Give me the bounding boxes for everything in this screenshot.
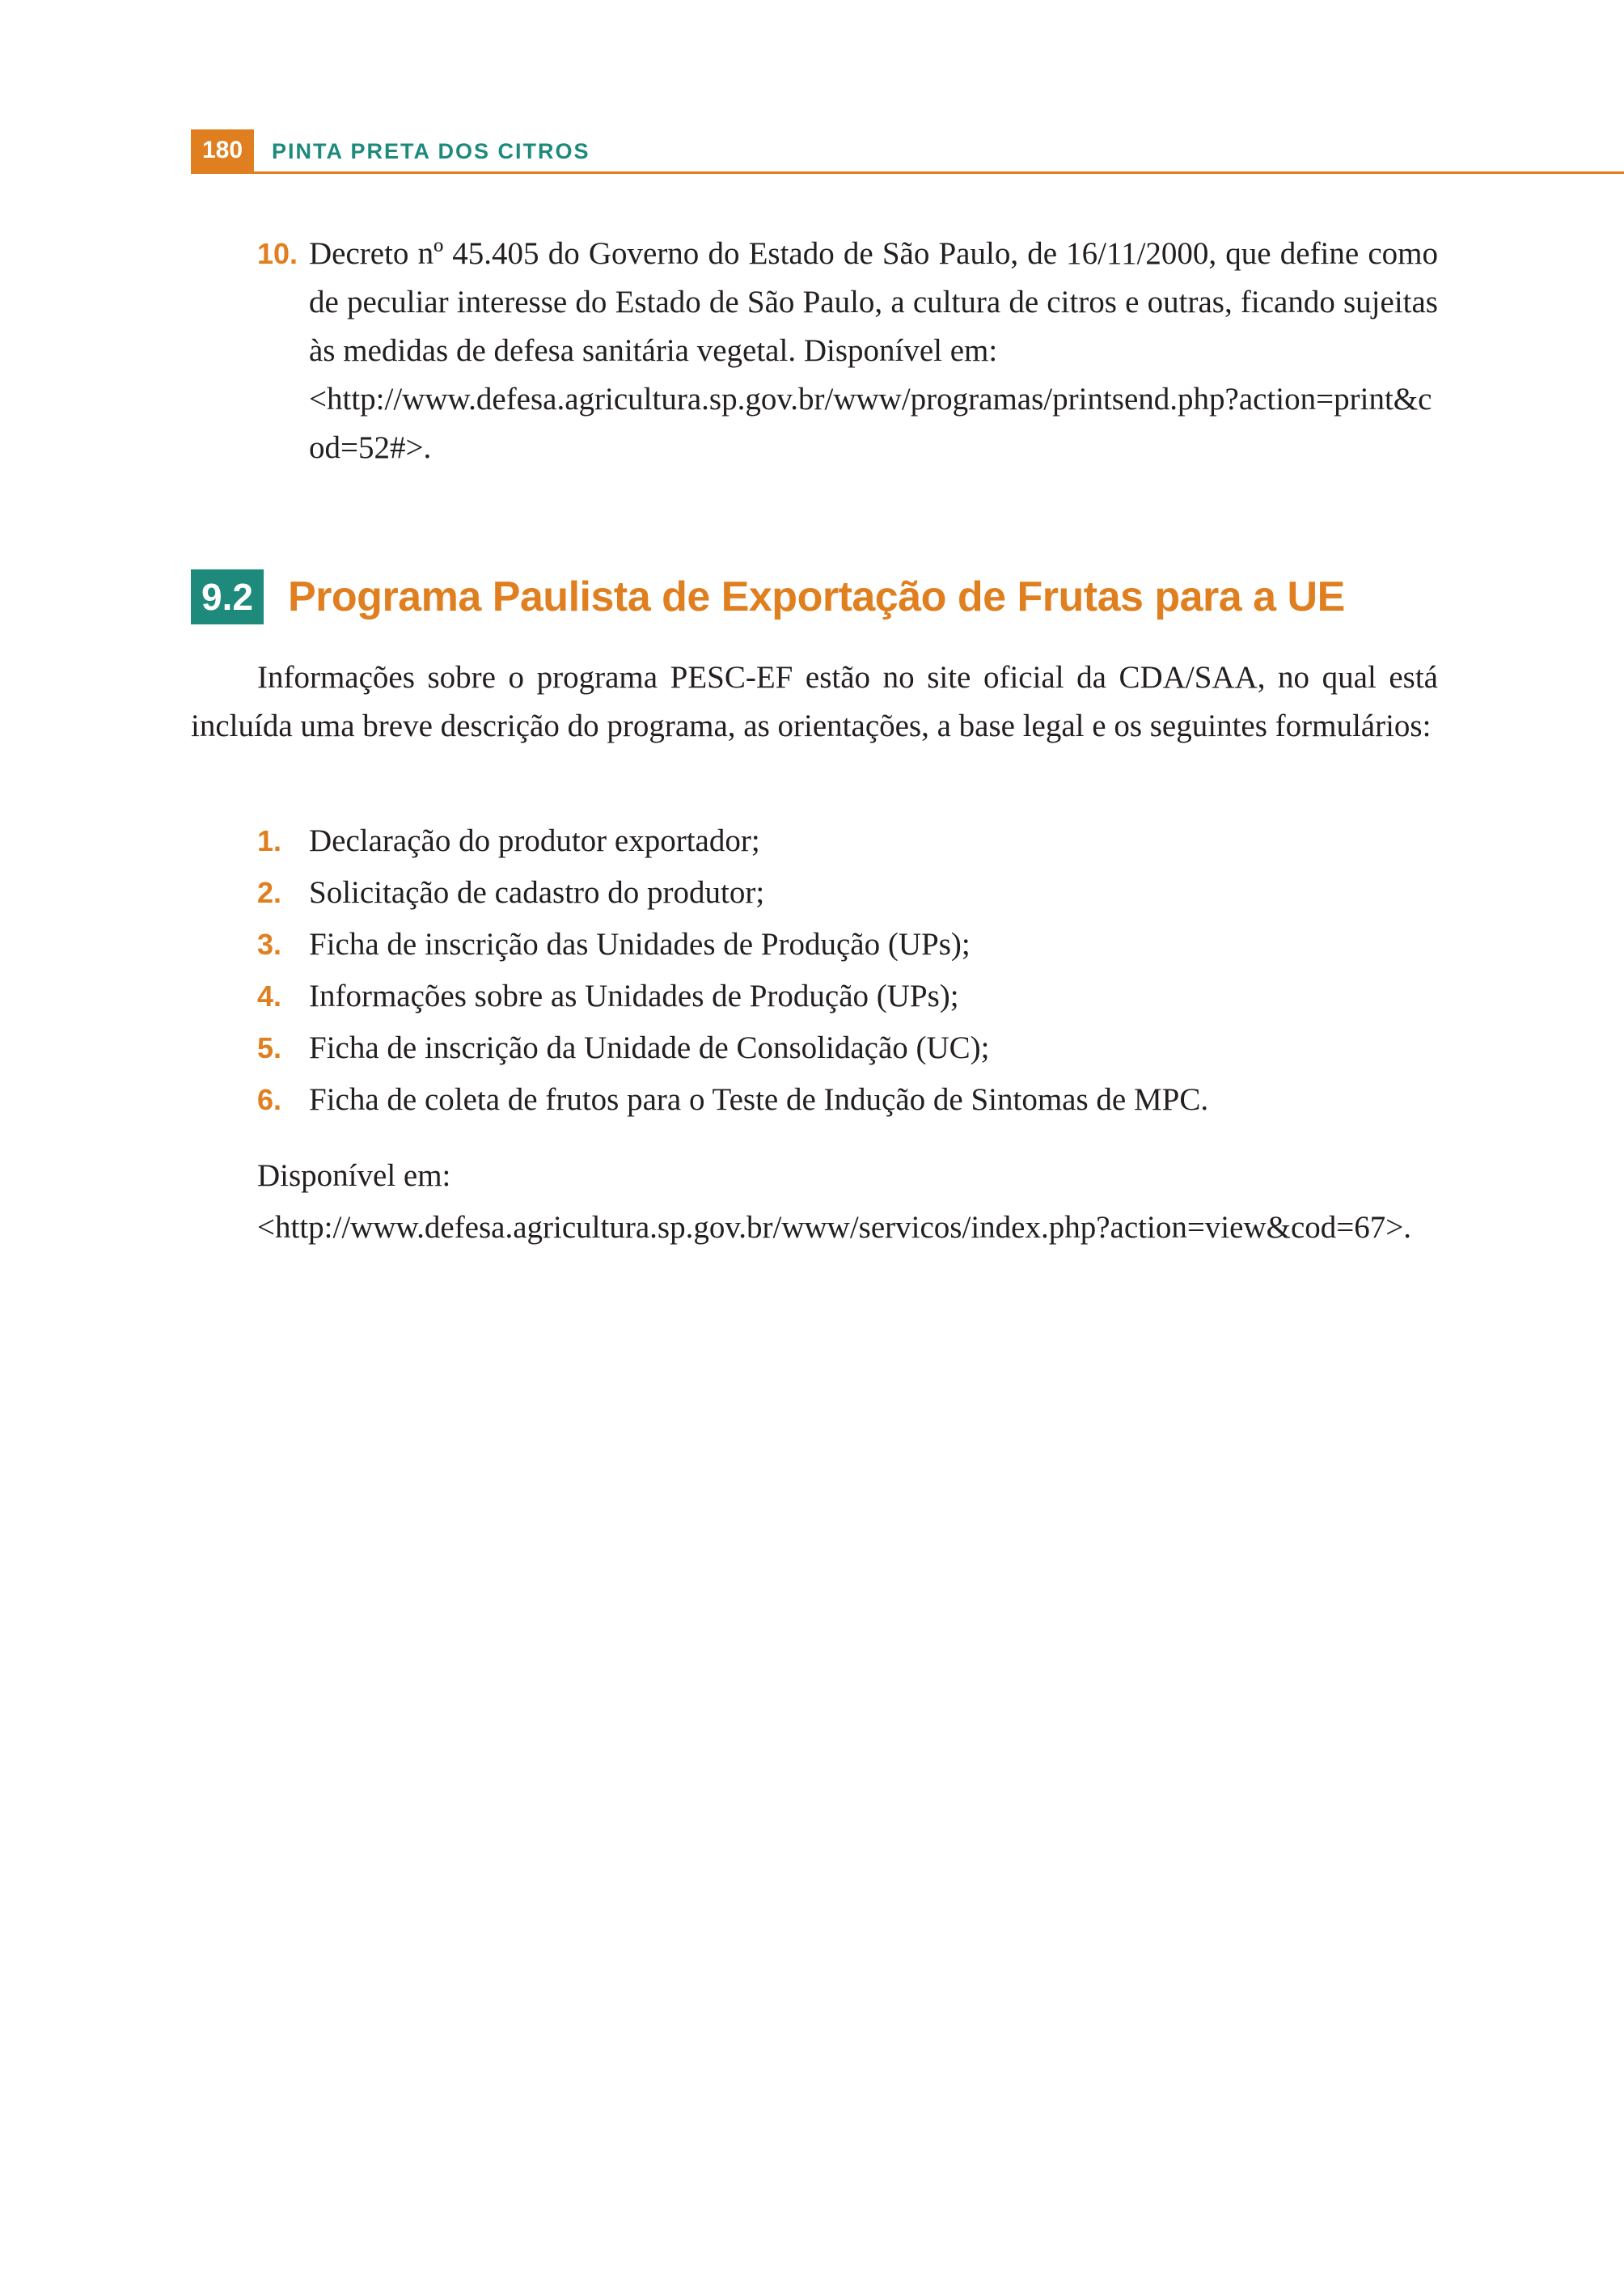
forms-list bbox=[257, 815, 1438, 1126]
list-item-text: Informações sobre as Unidades de Produção (UPs); bbox=[309, 979, 959, 1013]
list-item bbox=[257, 1022, 1438, 1074]
list-item-number: 2. bbox=[257, 876, 282, 909]
list-item-number: 1. bbox=[257, 824, 282, 857]
list-item-number: 5. bbox=[257, 1031, 282, 1064]
reference-number: 10. bbox=[257, 237, 298, 270]
reference-url: <http://www.defesa.agricultura.sp.gov.br/www/programas/printsend.php?action=print&cod=52#>. bbox=[309, 382, 1432, 465]
list-item-number: 6. bbox=[257, 1083, 282, 1116]
list-item-text: Ficha de inscrição da Unidade de Consolidação (UC); bbox=[309, 1030, 990, 1065]
list-item-text: Solicitação de cadastro do produtor; bbox=[309, 875, 765, 910]
reference-text: Decreto nº 45.405 do Governo do Estado de São Paulo, de 16/11/2000, que define como de peculiar interesse do Estado de São Paulo, a cultura de citros e outras, ficando sujeitas às medidas de defesa sanitária vegetal. Disponível em: bbox=[309, 236, 1438, 368]
list-item-number: 4. bbox=[257, 979, 282, 1013]
list-item bbox=[257, 867, 1438, 919]
availability-url: <http://www.defesa.agricultura.sp.gov.br/www/servicos/index.php?action=view&cod=67>. bbox=[257, 1210, 1412, 1245]
list-item bbox=[257, 919, 1438, 971]
list-item-number: 3. bbox=[257, 928, 282, 961]
availability-label: Disponível em: bbox=[257, 1158, 451, 1193]
section-heading bbox=[191, 569, 1453, 624]
list-item bbox=[257, 815, 1438, 867]
list-item-text: Ficha de inscrição das Unidades de Produção (UPs); bbox=[309, 927, 971, 962]
reference-item bbox=[257, 230, 1438, 472]
section-number-badge: 9.2 bbox=[191, 569, 264, 624]
list-item-text: Ficha de coleta de frutos para o Teste de Indução de Sintomas de MPC. bbox=[309, 1082, 1209, 1117]
page-header bbox=[191, 129, 1624, 174]
list-item bbox=[257, 971, 1438, 1022]
availability-block bbox=[257, 1152, 1438, 1252]
running-title: PINTA PRETA DOS CITROS bbox=[272, 139, 590, 163]
page-number: 180 bbox=[191, 129, 254, 171]
list-item-text: Declaração do produtor exportador; bbox=[309, 823, 760, 858]
section-intro-paragraph: Informações sobre o programa PESC-EF estão no site oficial da CDA/SAA, no qual está incluída uma breve descrição do programa, as orientações, a base legal e os seguintes formulários: bbox=[191, 660, 1438, 743]
list-item bbox=[257, 1074, 1438, 1126]
section-title: Programa Paulista de Exportação de Frutas para a UE bbox=[288, 573, 1345, 620]
